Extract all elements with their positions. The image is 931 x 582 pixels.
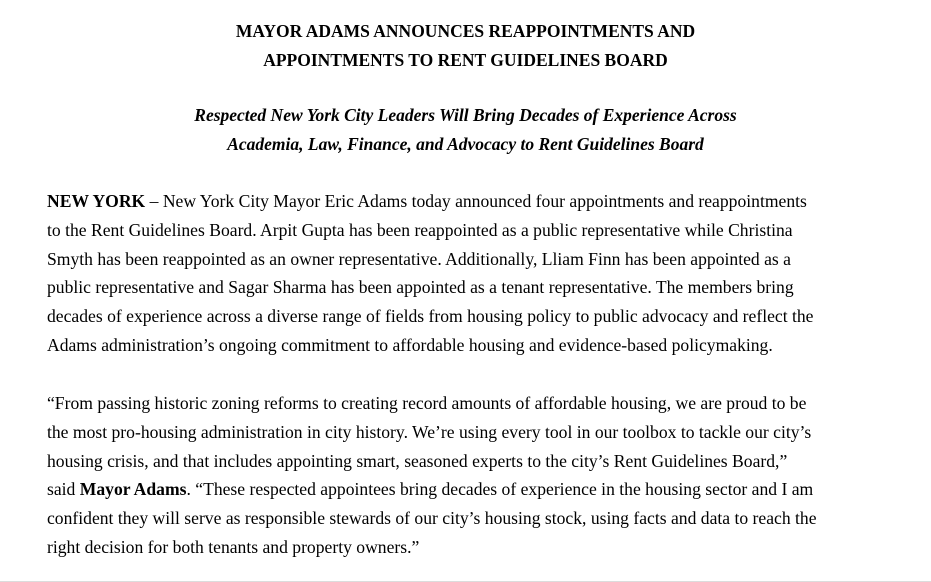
paragraph-1-line-3: Smyth has been reappointed as an owner representative. Additionally, Lliam Finn has been appointed as a [47, 248, 791, 269]
paragraph-2-line-2: the most pro-housing administration in city history. We’re using every tool in our toolbox to tackle our city’s [47, 421, 812, 442]
paragraph-2-line-5: confident they will serve as responsible stewards of our city’s housing stock, using facts and data to reach the [47, 508, 817, 529]
headline-line-1: MAYOR ADAMS ANNOUNCES REAPPOINTMENTS AND [235, 21, 696, 41]
paragraph-2-line-6: right decision for both tenants and property owners.” [47, 536, 420, 557]
body-paragraph-2-quote [47, 389, 897, 562]
paragraph-1-line-5: decades of experience across a diverse range of fields from housing policy to public advocacy and reflect the [47, 306, 814, 327]
press-release-headline [0, 17, 931, 75]
paragraph-2-line-1: “From passing historic zoning reforms to creating record amounts of affordable housing, we are proud to be [47, 393, 807, 413]
said-text: said [47, 479, 80, 500]
paragraph-1-line-1 [47, 187, 897, 216]
subheadline-line-1: Respected New York City Leaders Will Bring Decades of Experience Across [194, 105, 737, 125]
dateline: NEW YORK [47, 191, 146, 211]
subheadline-line-2: Academia, Law, Finance, and Advocacy to Rent Guidelines Board [227, 134, 704, 154]
headline-line-2: APPOINTMENTS TO RENT GUIDELINES BOARD [263, 50, 668, 70]
paragraph-2-line-4 [47, 475, 897, 504]
paragraph-2-line-4-text: . “These respected appointees bring decades of experience in the housing sector and I am [186, 479, 814, 500]
speaker-name: Mayor Adams [79, 479, 187, 500]
press-release-subheadline [0, 101, 931, 159]
body-paragraph-1 [47, 187, 897, 360]
paragraph-1-line-1-text: – New York City Mayor Eric Adams today announced four appointments and reappointments [145, 191, 807, 211]
paragraph-1-line-2: to the Rent Guidelines Board. Arpit Gupta has been reappointed as a public representative while Christina [47, 219, 793, 240]
paragraph-1-line-4: public representative and Sagar Sharma has been appointed as a tenant representative. The members bring [47, 277, 794, 298]
paragraph-1-line-6: Adams administration’s ongoing commitment to affordable housing and evidence-based policymaking. [47, 334, 773, 355]
paragraph-2-line-3: housing crisis, and that includes appointing smart, seasoned experts to the city’s Rent Guidelines Board,” [47, 450, 788, 471]
